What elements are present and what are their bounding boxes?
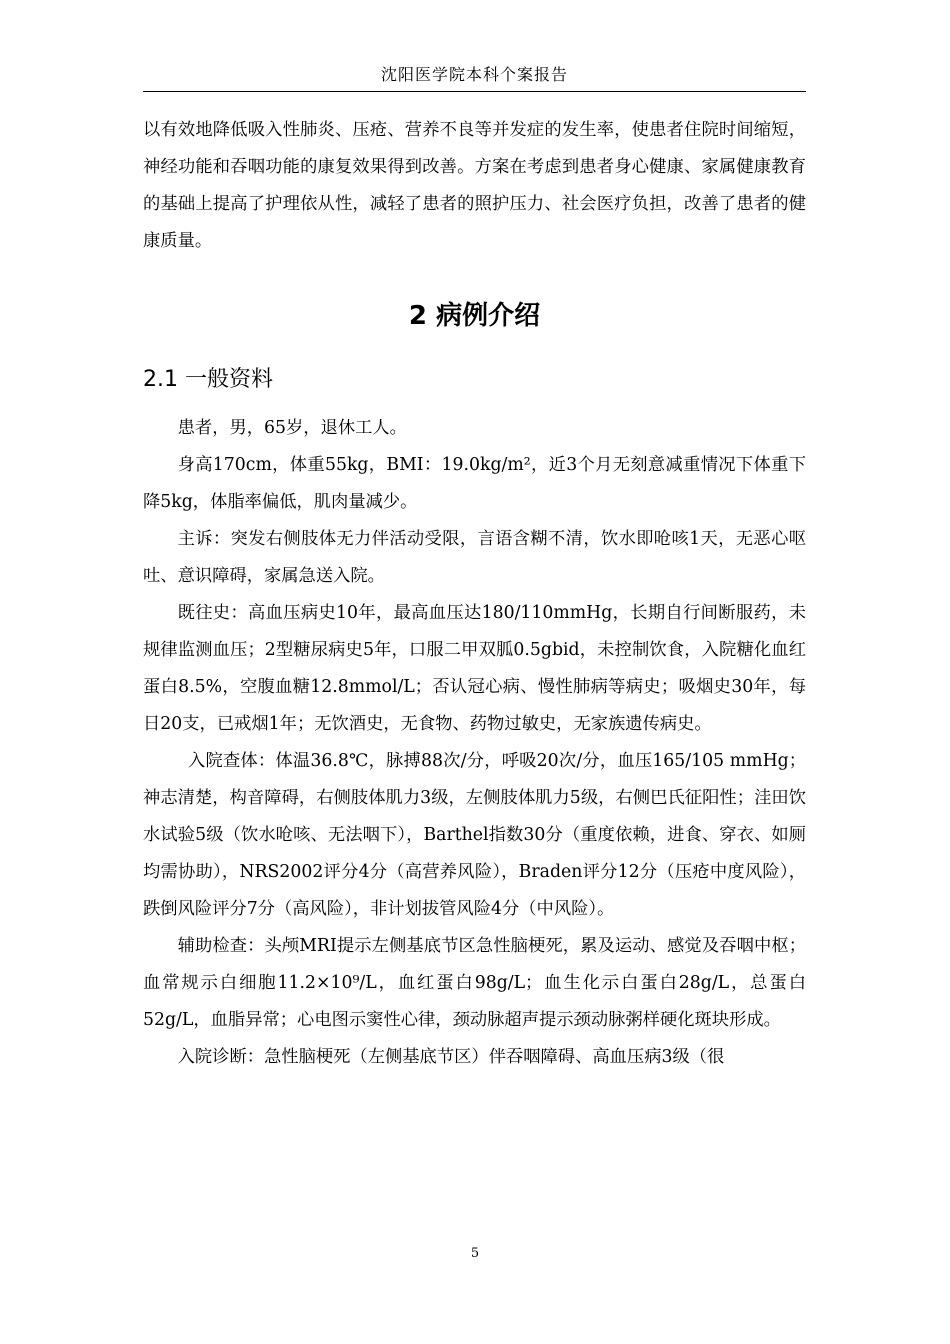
paragraph-chief-complaint: 主诉：突发右侧肢体无力伴活动受限，言语含糊不清，饮水即呛咳1天，无恶心呕吐、意识障碍，家属急送入院。 (143, 529, 806, 586)
paragraph-auxiliary-exam: 辅助检查：头颅MRI提示左侧基底节区急性脑梗死，累及运动、感觉及吞咽中枢；血常规示白细胞11.2×10⁹/L，血红蛋白98g/L；血生化示白蛋白28g/L，总蛋白52g/L，血脂异常；心电图示窦性心律，颈动脉超声提示颈动脉粥样硬化斑块形成。 (143, 936, 806, 1030)
paragraph-diagnosis: 入院诊断：急性脑梗死（左侧基底节区）伴吞咽障碍、高血压病3级（很 (177, 1047, 725, 1067)
page-content (143, 112, 806, 1076)
intro-paragraph: 以有效地降低吸入性肺炎、压疮、营养不良等并发症的发生率，使患者住院时间缩短，神经功能和吞咽功能的康复效果得到改善。方案在考虑到患者身心健康、家属健康教育的基础上提高了护理依从性，减轻了患者的照护压力、社会医疗负担，改善了患者的健康质量。 (143, 120, 806, 251)
section-title: 2 病例介绍 (408, 301, 541, 331)
paragraph-patient: 患者，男，65岁，退休工人。 (177, 418, 407, 438)
subsection-title: 2.1 一般资料 (143, 367, 273, 392)
paragraph-body-measurements: 身高170cm，体重55kg，BMI：19.0kg/m²，近3个月无刻意减重情况下体重下降5kg，体脂率偏低，肌肉量减少。 (143, 455, 806, 512)
page-number: 5 (470, 1246, 480, 1261)
page-header: 沈阳医学院本科个案报告 (143, 62, 806, 92)
paragraph-past-history: 既往史：高血压病史10年，最高血压达180/110mmHg，长期自行间断服药，未规律监测血压；2型糖尿病史5年，口服二甲双胍0.5gbid，未控制饮食，入院糖化血红蛋白8.5%，空腹血糖12.8mmol/L；否认冠心病、慢性肺病等病史；吸烟史30年，每日20支，已戒烟1年；无饮酒史，无食物、药物过敏史，无家族遗传病史。 (143, 603, 806, 734)
paragraph-physical-exam: 入院查体：体温36.8℃，脉搏88次/分，呼吸20次/分，血压165/105 mmHg；神志清楚，构音障碍，右侧肢体肌力3级，左侧肢体肌力5级，右侧巴氏征阳性；洼田饮水试验5级（饮水呛咳、无法咽下），Barthel指数30分（重度依赖，进食、穿衣、如厕均需协助），NRS2002评分4分（高营养风险），Braden评分12分（压疮中度风险），跌倒风险评分7分（高风险），非计划拔管风险4分（中风险）。 (143, 751, 806, 919)
